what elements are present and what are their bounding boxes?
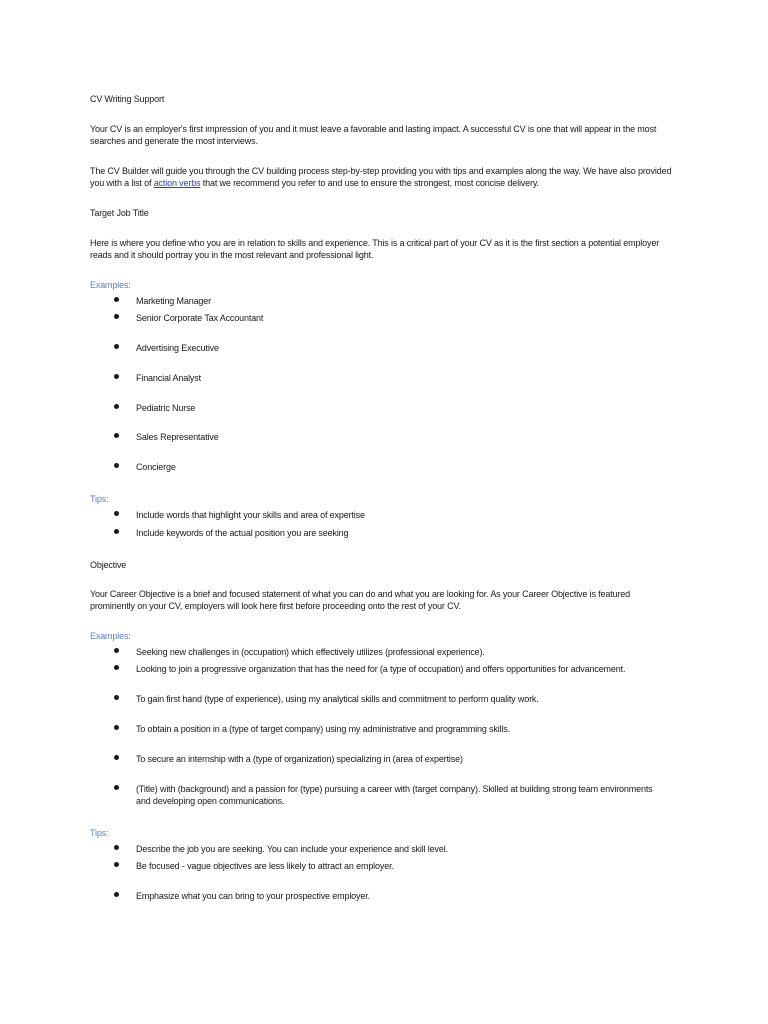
document-title: CV Writing Support (90, 94, 165, 104)
bullet-icon (114, 725, 119, 730)
action-verbs-link[interactable]: action verbs (153, 178, 201, 188)
list-item: Advertising Executive (136, 343, 219, 353)
bullet-icon (114, 404, 119, 409)
bullet-icon (114, 785, 119, 790)
bullet-icon (114, 344, 119, 349)
list-item: Include keywords of the actual position you are seeking (136, 528, 349, 538)
list-item: Seeking new challenges in (occupation) which effectively utilizes (professional experience). (136, 647, 485, 657)
list-item: To obtain a position in a (type of target company) using my administrative and programming skills. (136, 724, 510, 734)
list-item: Be focused - vague objectives are less likely to attract an employer. (136, 861, 394, 871)
bullet-icon (114, 297, 119, 302)
bullet-icon (114, 529, 119, 534)
objective-tips-label: Tips: (90, 828, 109, 838)
bullet-icon (114, 463, 119, 468)
list-item: To gain first hand (type of experience), using my analytical skills and commitment to perform quality work. (136, 694, 539, 704)
list-item: Senior Corporate Tax Accountant (136, 313, 264, 323)
list-item: Marketing Manager (136, 296, 211, 306)
list-item: Financial Analyst (136, 373, 201, 383)
intro-text-after-link: that we recommend you refer to and use to ensure the strongest, most concise delivery. (200, 178, 539, 188)
objective-description: Your Career Objective is a brief and focused statement of what you can do and what you are looking for. As your Career Objective is featured prominently on your CV, employers will look here first before proceeding onto the rest of your CV. (90, 589, 630, 611)
target-job-heading: Target Job Title (90, 208, 149, 218)
target-job-examples-label: Examples: (90, 280, 131, 290)
list-item: Describe the job you are seeking. You can include your experience and skill level. (136, 844, 448, 854)
target-job-tips-label: Tips: (90, 494, 109, 504)
objective-examples-label: Examples: (90, 631, 131, 641)
intro-text-before-link: The CV Builder will guide you through the CV building process step-by-step providing you with tips and examples along the way. We have also provided you with a list of (90, 166, 672, 188)
target-job-description: Here is where you define who you are in relation to skills and experience. This is a critical part of your CV as it is the first section a potential employer reads and it should portray you in the most relevant and professional light. (90, 238, 660, 260)
bullet-icon (114, 511, 119, 516)
list-item: (Title) with (background) and a passion for (type) pursuing a career with (target company). Skilled at building strong team environments and developing open communications. (136, 784, 653, 806)
bullet-icon (114, 695, 119, 700)
intro-paragraph: Your CV is an employer's first impression of you and it must leave a favorable and lasting impact. A successful CV is one that will appear in the most searches and generate the most interviews. (90, 124, 657, 146)
bullet-icon (114, 862, 119, 867)
bullet-icon (114, 755, 119, 760)
bullet-icon (114, 314, 119, 319)
list-item: Concierge (136, 462, 176, 472)
list-item: Looking to join a progressive organization that has the need for (a type of occupation) and offers opportunities for advancement. (136, 664, 626, 674)
bullet-icon (114, 433, 119, 438)
list-item: Sales Representative (136, 432, 219, 442)
objective-heading: Objective (90, 560, 127, 570)
list-item: Pediatric Nurse (136, 403, 196, 413)
bullet-icon (114, 648, 119, 653)
bullet-icon (114, 665, 119, 670)
bullet-icon (114, 374, 119, 379)
list-item: To secure an internship with a (type of organization) specializing in (area of expertise) (136, 754, 463, 764)
list-item: Include words that highlight your skills and area of expertise (136, 510, 365, 520)
bullet-icon (114, 845, 119, 850)
intro-paragraph-builder (90, 165, 682, 189)
list-item: Emphasize what you can bring to your prospective employer. (136, 891, 370, 901)
bullet-icon (114, 892, 119, 897)
